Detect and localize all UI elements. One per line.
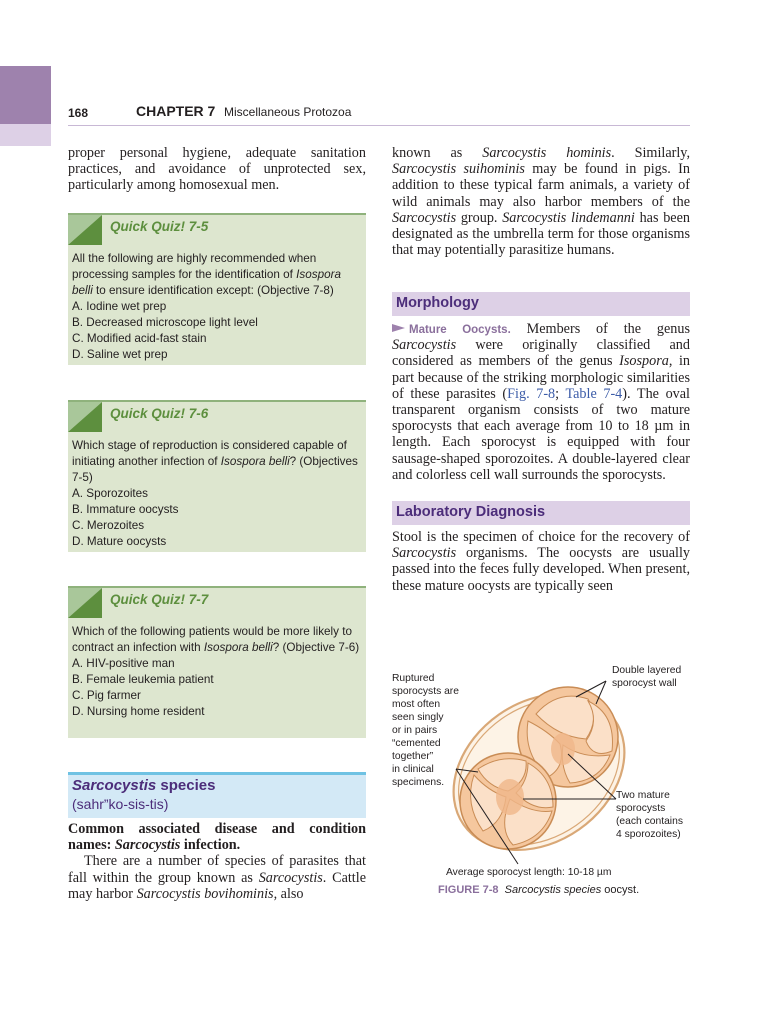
quiz-option: A. Iodine wet prep <box>72 300 167 313</box>
quiz-option: C. Modified acid-fast stain <box>72 332 207 345</box>
quiz-question: Which of the following patients would be more likely to contract an infection with Isospora belli? (Objective 7-6) <box>72 625 360 654</box>
figure-7-8 <box>388 659 698 909</box>
morphology-heading: Morphology <box>392 292 690 316</box>
chapter-title: Miscellaneous Protozoa <box>224 105 352 119</box>
quiz-option: B. Decreased microscope light level <box>72 316 258 329</box>
right-intro-paragraph: known as Sarcocystis hominis. Similarly, Sarcocystis suihominis may be found in pigs. In addition to these typical farm animals, a variety of wild animals may also harbor members of the Sarcocystis group. Sarcocystis lindemanni has been designated as the umbrella term for those organisms that may potentially parasitize humans. <box>392 145 691 259</box>
sarcocystis-text <box>68 821 366 902</box>
page-header <box>68 103 690 126</box>
quiz-option: D. Saline wet prep <box>72 348 168 361</box>
sarcocystis-title: Sarcocystis species <box>72 777 216 794</box>
quiz-option: B. Female leukemia patient <box>72 673 214 686</box>
label-ruptured-sporocysts: Ruptured sporocysts are most often seen singly or in pairs “cemented together” in clinical specimens. <box>392 673 459 788</box>
label-double-wall: Double layered sporocyst wall <box>612 665 682 689</box>
quiz-question: Which stage of reproduction is considered capable of initiating another infection of Isospora belli? (Objectives 7-5) <box>72 439 358 484</box>
sporocyst-length-note: Average sporocyst length: 10-18 µm <box>446 867 612 878</box>
left-column <box>68 145 366 902</box>
quiz-flag-icon <box>68 402 102 432</box>
quiz-option: C. Merozoites <box>72 519 145 532</box>
quick-quiz-7-7 <box>68 586 366 738</box>
morphology-paragraph: Mature Oocysts. Members of the genus Sarcocystis were originally classified and considered as members of the genus Isospora, in part because of the striking morphologic similarities of these parasites (Fig. 7-8; Table 7-4). The oval transparent organism consists of two mature sporocysts that each average from 10 to 18 µm in length. Each sporocyst is equipped with four sausage-shaped sporozoites. A double-layered clear and colorless cell wall surrounds the sporocysts. <box>392 321 690 483</box>
figure-caption: FIGURE 7-8 Sarcocystis species oocyst. <box>438 884 640 896</box>
sarcocystis-heading-box <box>68 772 366 818</box>
quiz-body <box>72 438 364 550</box>
figure-link[interactable]: Fig. 7-8 <box>507 385 556 402</box>
sarcocystis-paragraph: There are a number of species of parasites that fall within the group known as Sarcocystis. Cattle may harbor Sarcocystis bovihominis, also <box>68 853 366 902</box>
chapter-tab-light <box>0 124 51 146</box>
pronunciation: (sahr”ko-sis-tis) <box>72 796 169 812</box>
disease-names: Common associated disease and condition names: Sarcocystis infection. <box>68 821 366 854</box>
quiz-option: D. Mature oocysts <box>72 535 167 548</box>
chapter-tab-dark <box>0 66 51 124</box>
quiz-body <box>72 251 364 363</box>
page-number: 168 <box>68 106 89 120</box>
lab-diagnosis-heading: Laboratory Diagnosis <box>392 501 690 525</box>
quiz-body <box>72 624 364 720</box>
chapter-label: CHAPTER 7 <box>136 103 216 119</box>
quiz-option: D. Nursing home resident <box>72 705 205 718</box>
quiz-option: C. Pig farmer <box>72 689 141 702</box>
right-column <box>392 145 691 594</box>
left-intro-paragraph: proper personal hygiene, adequate sanitation practices, and avoidance of unprotected sex, particularly among homosexual men. <box>68 145 366 194</box>
quiz-title: Quick Quiz! 7-5 <box>110 219 209 234</box>
quiz-option: A. HIV-positive man <box>72 657 175 670</box>
quick-quiz-7-6 <box>68 400 366 552</box>
section-marker-icon <box>392 324 405 332</box>
table-link[interactable]: Table 7-4 <box>565 385 623 402</box>
quick-quiz-7-5 <box>68 213 366 365</box>
lab-diagnosis-paragraph: Stool is the specimen of choice for the recovery of Sarcocystis organisms. The oocysts are usually passed into the feces fully developed. When present, these mature oocysts are typically seen <box>392 529 690 594</box>
quiz-question: All the following are highly recommended when processing samples for the identification of Isospora belli to ensure identification except: (Objective 7-8) <box>72 252 341 297</box>
quiz-option: A. Sporozoites <box>72 487 149 500</box>
quiz-title: Quick Quiz! 7-6 <box>110 406 209 421</box>
quiz-option: B. Immature oocysts <box>72 503 179 516</box>
quiz-flag-icon <box>68 588 102 618</box>
label-two-mature-sporocysts: Two mature sporocysts (each contains 4 sporozoites) <box>616 790 683 840</box>
quiz-title: Quick Quiz! 7-7 <box>110 592 209 607</box>
quiz-flag-icon <box>68 215 102 245</box>
